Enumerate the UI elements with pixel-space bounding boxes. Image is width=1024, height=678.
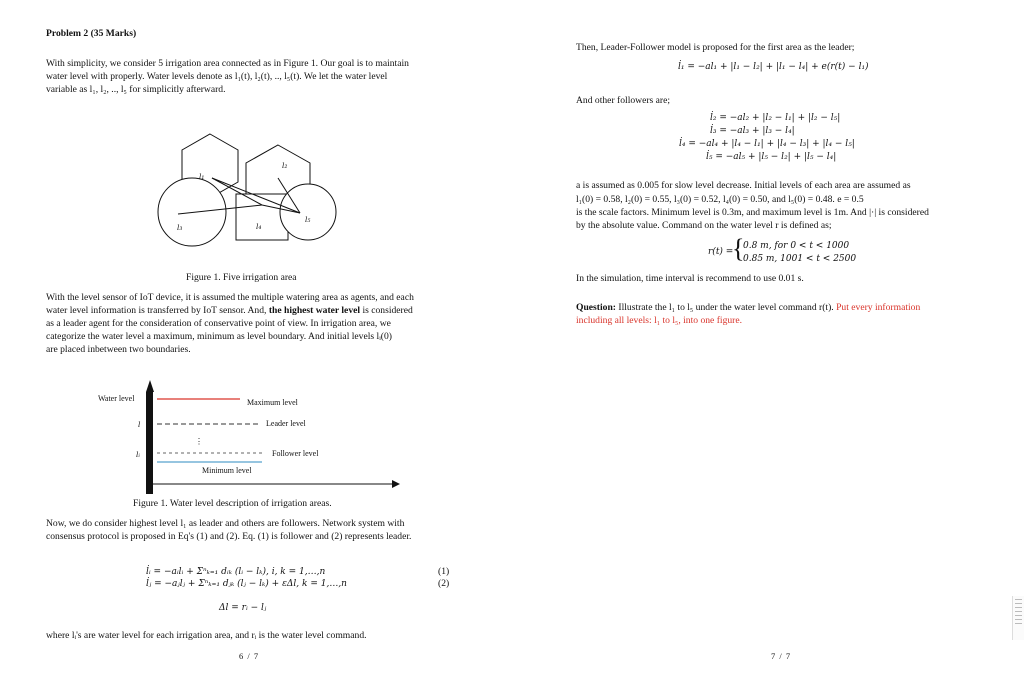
follower-level-label: Follower level	[272, 449, 319, 458]
leader-model-intro: Then, Leader-Follower model is proposed for the first area as the leader;	[576, 42, 855, 53]
y-axis-bar	[146, 392, 153, 494]
intro-line-1: With simplicity, we consider 5 irrigation area connected as in Figure 1. Our goal is to maintain	[46, 58, 409, 69]
follower-symbol: lᵢ	[136, 450, 140, 459]
minimum-level-label: Minimum level	[202, 466, 252, 475]
page-7	[512, 0, 1024, 678]
where-line: where lᵢ's are water level for each irrigation area, and rᵢ is the water level command.	[46, 630, 367, 641]
label-l4: l₄	[256, 222, 262, 231]
intro-line-3: variable as l₁, l₂, .., l₅ for simplicitly afterward.	[46, 84, 226, 95]
leader-level-label: Leader level	[266, 419, 306, 428]
follower-equation-l2: l̇₂ = −al₂ + |l₂ − l₁| + |l₂ − l₅|	[710, 113, 841, 123]
water-level-axis-label: Water level	[98, 394, 135, 403]
question-label: Question:	[576, 302, 616, 313]
para2-line-2: water level information is transferred by IoT sensor. And, the highest water level is considered	[46, 305, 413, 316]
follower-equation-l3: l̇₃ = −al₃ + |l₃ − l₄|	[710, 126, 795, 136]
maximum-level-label: Maximum level	[247, 398, 298, 407]
label-l2: l₂	[282, 161, 288, 170]
followers-intro: And other followers are;	[576, 95, 671, 106]
command-lhs: r(t) =	[708, 247, 734, 257]
page-number-6: 6 / 7	[239, 651, 260, 661]
label-l5: l₅	[305, 215, 311, 224]
figure-1-caption: Figure 1. Five irrigation area	[186, 272, 297, 283]
question-line-2: including all levels: l₁ to l₅, into one figure.	[576, 315, 743, 326]
page-number-7: 7 / 7	[771, 651, 792, 661]
command-case-1: 0.8 m, for 0 < t < 1000	[743, 241, 850, 251]
command-case-2: 0.85 m, 1001 < t < 2500	[743, 254, 857, 264]
para2-line-1: With the level sensor of IoT device, it is assumed the multiple watering area as agents, and each	[46, 292, 414, 303]
params-line-4: by the absolute value. Command on the water level r is defined as;	[576, 220, 832, 231]
figure-2-caption: Figure 1. Water level description of irrigation areas.	[133, 498, 332, 509]
question-line-1: Question: Illustrate the l₁ to l₅ under the water level command r(t). Put every information	[576, 302, 921, 313]
leader-symbol: l	[138, 420, 141, 429]
problem-heading: Problem 2 (35 Marks)	[46, 28, 137, 39]
question-emphasis-1: Put every information	[836, 302, 921, 313]
equation-2: l̇ⱼ = −aⱼlⱼ + Σⁿₖ₌₁ dⱼₖ (lⱼ − lₖ) + εΔl, k = 1,…,n	[146, 579, 347, 589]
para2-line-5: are placed inbetween two boundaries.	[46, 344, 191, 355]
leader-equation: l̇₁ = −al₁ + |l₁ − l₂| + |l₁ − l₄| + e(r(t) − l₁)	[678, 62, 869, 72]
x-axis-arrowhead	[392, 480, 400, 488]
follower-equation-l5: l̇₅ = −al₅ + |l₅ − l₂| + |l₅ − l₄|	[706, 152, 837, 162]
y-axis-arrowhead	[146, 380, 154, 392]
water-level-diagram	[0, 0, 512, 500]
page-thumbnail-scroller[interactable]	[1012, 596, 1024, 640]
follower-equation-l4: l̇₄ = −al₄ + |l₄ − l₁| + |l₄ − l₃| + |l₄ − l₅|	[679, 139, 855, 149]
para2-line-3: as a leader agent for the consideration of conservative point of view. In irrigation area, we	[46, 318, 391, 329]
simulation-note: In the simulation, time interval is recommend to use 0.01 s.	[576, 273, 804, 284]
equation-3: Δl = rᵢ − lⱼ	[219, 603, 267, 613]
equation-1: l̇ᵢ = −aᵢlᵢ + Σⁿₖ₌₁ dᵢₖ (lᵢ − lₖ), i, k = 1,…,n	[146, 567, 326, 577]
params-line-1: a is assumed as 0.005 for slow level decrease. Initial levels of each area are assumed as	[576, 180, 911, 191]
para3-line-2: consensus protocol is proposed in Eq's (1) and (2). Eq. (1) is follower and (2) represents leader.	[46, 531, 412, 542]
piecewise-brace: {	[732, 234, 745, 263]
params-line-3: is the scale factors. Minimum level is 0.3m, and maximum level is 1m. And |·| is considered	[576, 207, 929, 218]
vertical-ellipsis: ⋮	[195, 437, 203, 446]
equation-2-number: (2)	[438, 578, 450, 589]
highest-water-level-emphasis: the highest water level	[268, 305, 361, 316]
params-line-2: l₁(0) = 0.58, l₂(0) = 0.55, l₃(0) = 0.52, l₄(0) = 0.50, and l₅(0) = 0.48. e = 0.5	[576, 194, 864, 205]
label-l3: l₃	[177, 223, 183, 232]
intro-line-2: water level with properly. Water levels denote as l₁(t), l₂(t), .., l₅(t). We let the water level	[46, 71, 388, 82]
para3-line-1: Now, we do consider highest level l₁ as leader and others are followers. Network system with	[46, 518, 405, 529]
equation-1-number: (1)	[438, 566, 450, 577]
para2-line-4: categorize the water level a maximum, minimum as level boundary. And initial levels lᵢ(0)	[46, 331, 392, 342]
label-l1: l₁	[199, 172, 205, 181]
